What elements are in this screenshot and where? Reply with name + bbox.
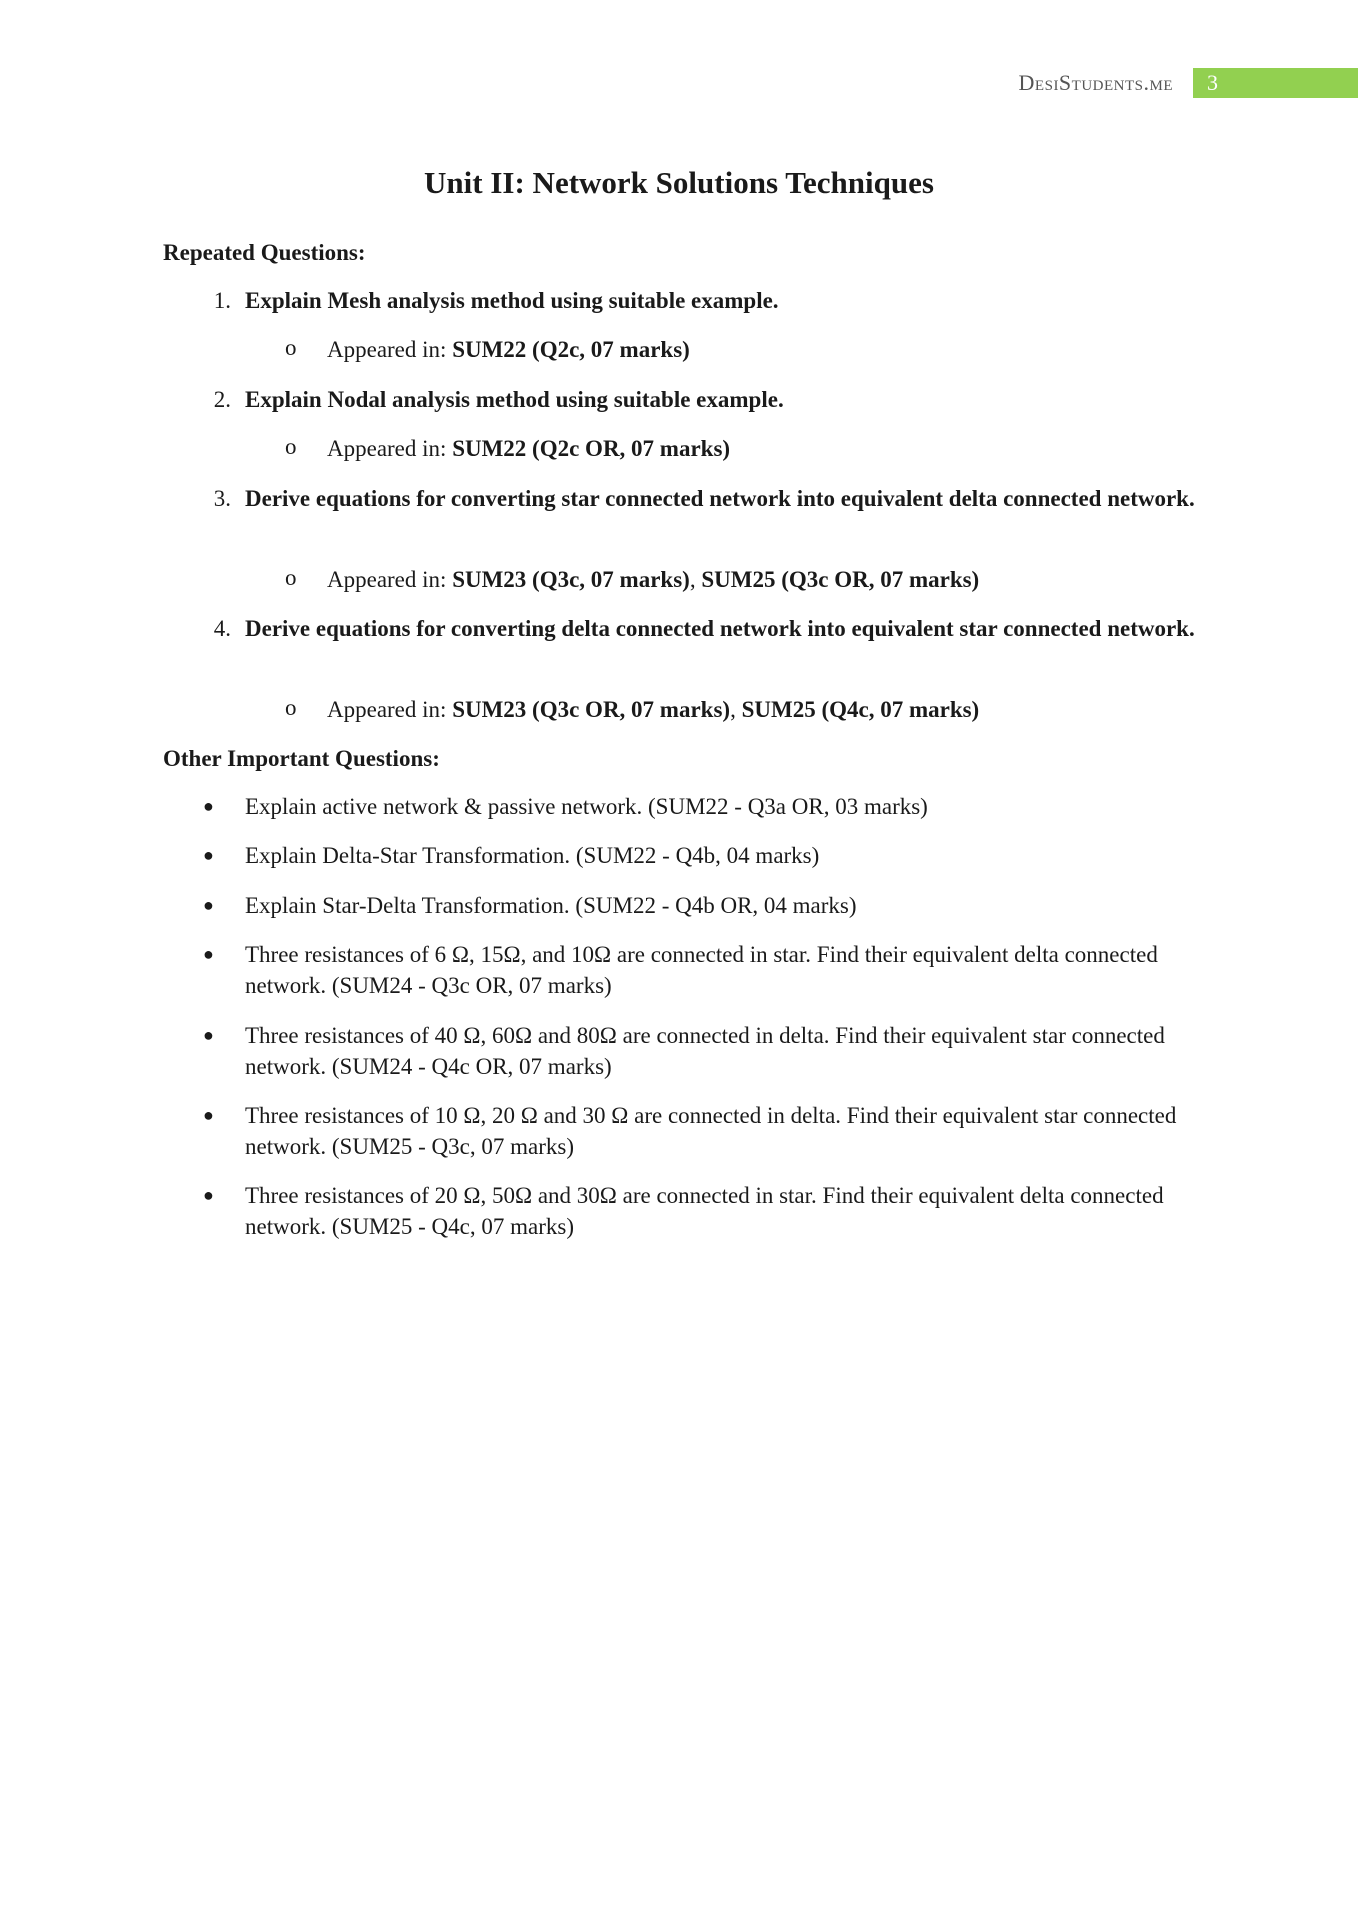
- appeared-label: Appeared in:: [327, 337, 453, 362]
- question-text: Explain active network & passive network. (SUM22 - Q3a OR, 03 marks): [245, 794, 928, 819]
- question-text: Explain Delta-Star Transformation. (SUM22 - Q4b, 04 marks): [245, 843, 820, 868]
- question-text: Explain Nodal analysis method using suitable example.: [245, 387, 784, 412]
- question-text: Derive equations for converting delta connected network into equivalent star connected network.: [245, 616, 1195, 641]
- list-number: 4.: [213, 616, 231, 641]
- header-site-name: DesiStudents.me: [1018, 70, 1173, 95]
- appeared-code: SUM25 (Q4c, 07 marks): [741, 697, 980, 722]
- list-number: 3.: [213, 486, 231, 511]
- appeared-code: SUM22 (Q2c, 07 marks): [452, 337, 690, 362]
- question-text: Explain Star-Delta Transformation. (SUM22 - Q4b OR, 04 marks): [245, 893, 857, 918]
- header-page-number: 3: [1193, 68, 1358, 98]
- question-text: Derive equations for converting star connected network into equivalent delta connected network.: [245, 486, 1195, 511]
- sub-bullet-icon: o: [285, 434, 297, 459]
- appeared-separator: ,: [689, 567, 702, 592]
- appeared-label: Appeared in:: [327, 697, 453, 722]
- appeared-label: Appeared in:: [327, 567, 453, 592]
- question-text: Three resistances of 10 Ω, 20 Ω and 30 Ω are connected in delta. Find their equivalent star connected network. (SUM25 - Q3c, 07 marks): [245, 1103, 1177, 1159]
- appeared-label: Appeared in:: [327, 436, 453, 461]
- question-text: Three resistances of 20 Ω, 50Ω and 30Ω are connected in star. Find their equivalent delta connected network. (SUM25 - Q4c, 07 marks): [245, 1183, 1164, 1239]
- list-number: 1.: [213, 288, 231, 313]
- sub-bullet-icon: o: [285, 565, 297, 590]
- bullet-icon: ●: [203, 845, 214, 865]
- question-text: Explain Mesh analysis method using suitable example.: [245, 288, 779, 313]
- sub-bullet-icon: o: [285, 335, 297, 360]
- page-title: Unit II: Network Solutions Techniques: [424, 165, 934, 200]
- bullet-icon: ●: [203, 944, 214, 964]
- bullet-icon: ●: [203, 1105, 214, 1125]
- appeared-separator: ,: [730, 697, 742, 722]
- appeared-code: SUM22 (Q2c OR, 07 marks): [452, 436, 731, 461]
- sub-bullet-icon: o: [285, 695, 297, 720]
- question-text: Three resistances of 6 Ω, 15Ω, and 10Ω are connected in star. Find their equivalent delta connected network. (SUM24 - Q3c OR, 07 marks): [245, 942, 1158, 998]
- appeared-code: SUM23 (Q3c, 07 marks): [452, 567, 690, 592]
- list-number: 2.: [213, 387, 231, 412]
- bullet-icon: ●: [203, 895, 214, 915]
- other-questions-heading: Other Important Questions:: [163, 746, 440, 771]
- appeared-code: SUM25 (Q3c OR, 07 marks): [701, 567, 980, 592]
- bullet-icon: ●: [203, 796, 214, 816]
- bullet-icon: ●: [203, 1185, 214, 1205]
- bullet-icon: ●: [203, 1025, 214, 1045]
- appeared-code: SUM23 (Q3c OR, 07 marks): [452, 697, 731, 722]
- repeated-questions-heading: Repeated Questions:: [163, 240, 366, 265]
- question-text: Three resistances of 40 Ω, 60Ω and 80Ω are connected in delta. Find their equivalent star connected network. (SUM24 - Q4c OR, 07 marks): [245, 1023, 1165, 1079]
